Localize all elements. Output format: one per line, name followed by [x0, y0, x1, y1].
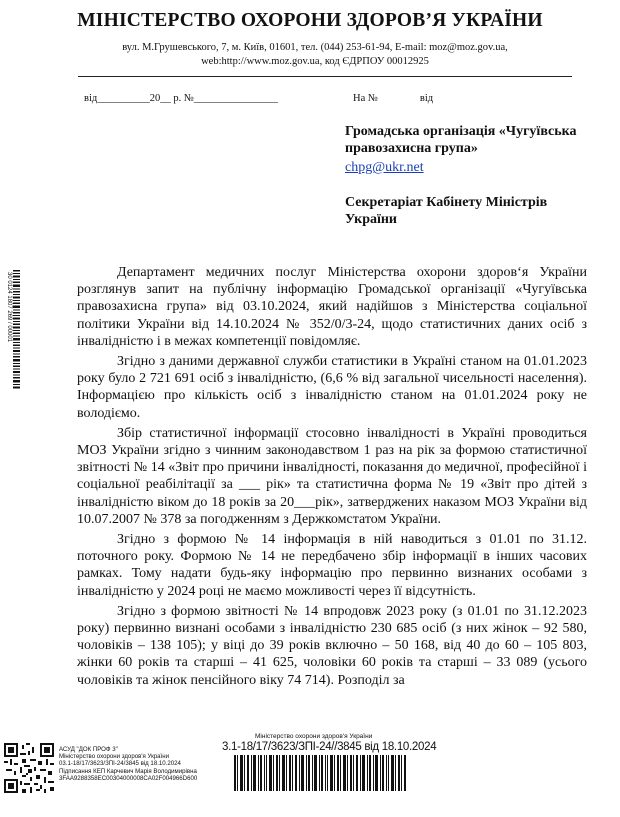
ministry-title: МІНІСТЕРСТВО ОХОРОНИ ЗДОРОВ’Я УКРАЇНИ: [77, 10, 543, 31]
address-line-2: web:http://www.moz.gov.ua, код ЄДРПОУ 00012925: [201, 55, 429, 67]
body-paragraph-3: Збір статистичної інформації стосовно інвалідності в Україні проводиться МОЗ України згідно з чинним законодавством 1 раз на рік за формою статистичної звітності № 14 «Звіт про причини інвалідності, показання до медичної, професійної і соціальної реабілітації за ___ рік» та статистична форма № 19 «Звіт про дітей з інвалідністю віком до 18 років за 20___рік», затверджених наказом МОЗ України від 10.07.2007 № 378 за погодженням з Держкомстатом України.: [77, 425, 587, 527]
body-paragraph-4: Згідно з формою № 14 інформація в ній наводиться з 01.01 по 31.12. поточного року. Формою № 14 не передбачено збір інформації в інших часових рамках. Тому надати будь-яку інформацію про первинно визнаних особами з інвалідністю у 2024 році не маємо можливості через її відсутність.: [77, 532, 587, 599]
letter-body: [77, 264, 587, 692]
incoming-registration: На № від: [353, 93, 434, 104]
side-stamp-number: 30 0124 1807 269 / 00001: [6, 272, 12, 343]
signature-line-4: Підписання КЕП Карчевич Марія Володимирівна: [59, 767, 197, 775]
header-divider: [78, 76, 572, 77]
signature-line-1: АСУД "ДОК ПРОФ 3": [59, 746, 118, 753]
qr-code-icon: [4, 743, 54, 793]
signature-line-2: Міністерство охорони здоров'я України: [59, 753, 169, 761]
addressee-organization: Громадська організація «Чугуївська правозахисна група»: [345, 124, 577, 156]
signature-line-5: 3FAA9288358EC00304000008CA02F004966D600: [59, 774, 198, 782]
address-line-1: вул. М.Грушевського, 7, м. Київ, 01601, тел. (044) 253-61-94, E-mail: moz@moz.gov.ua,: [122, 42, 508, 53]
addressee-email-link[interactable]: chpg@ukr.net: [345, 160, 424, 175]
signature-line-3: 03.1-18/17/3623/ЗПІ-24/3845 від 18.10.2024: [59, 760, 181, 768]
footer-registration-number: 3.1-18/17/3623/ЗПІ-24//3845 від 18.10.2024: [222, 741, 437, 753]
body-paragraph-5: Згідно з формою звітності № 14 впродовж 2023 року (з 01.01 по 31.12.2023 року) первинно визнані особами з інвалідністю 230 685 осіб (з них жінок – 92 580, чоловіків – 138 105); у віці до 39 років включно – 50 168, від 40 до 60 – 105 803, жінки 60 років та старші – 41 625, чоловіки 60 років та старші – 33 089 (усього чоловіків та жінок пенсійного віку 74 714). Розподіл за: [77, 603, 587, 688]
footer-registration-org: Міністерство охорони здоров'я України: [255, 733, 373, 740]
outgoing-registration: від__________20__ р. №________________: [84, 93, 278, 104]
side-registration-barcode: [3, 270, 21, 390]
body-paragraph-2: Згідно з даними державної служби статистики в Україні станом на 01.01.2023 року було 2 721 691 осіб з інвалідністю, (6,6 % від загальної чисельності населення). Інформацією про кількість осіб з інвалідністю станом на 01.01.2024 року не володіємо.: [77, 354, 587, 421]
ministry-address: [90, 41, 540, 68]
body-paragraph-1: Департамент медичних послуг Міністерства охорони здоров‘я України розглянув запит на публічну інформацію Громадської організації «Чугуївська правозахисна група» від 03.10.2024, який надійшов з Міністерства соціальної політики України від 14.10.2024 № 352/0/3-24, щодо статистичних даних осіб з інвалідністю і в межах компетенції повідомляє.: [77, 265, 587, 349]
digital-signature-block: [59, 746, 229, 782]
registration-barcode: [234, 755, 406, 791]
addressee-cabinet: Секретаріат Кабінету Міністрів України: [345, 195, 548, 227]
